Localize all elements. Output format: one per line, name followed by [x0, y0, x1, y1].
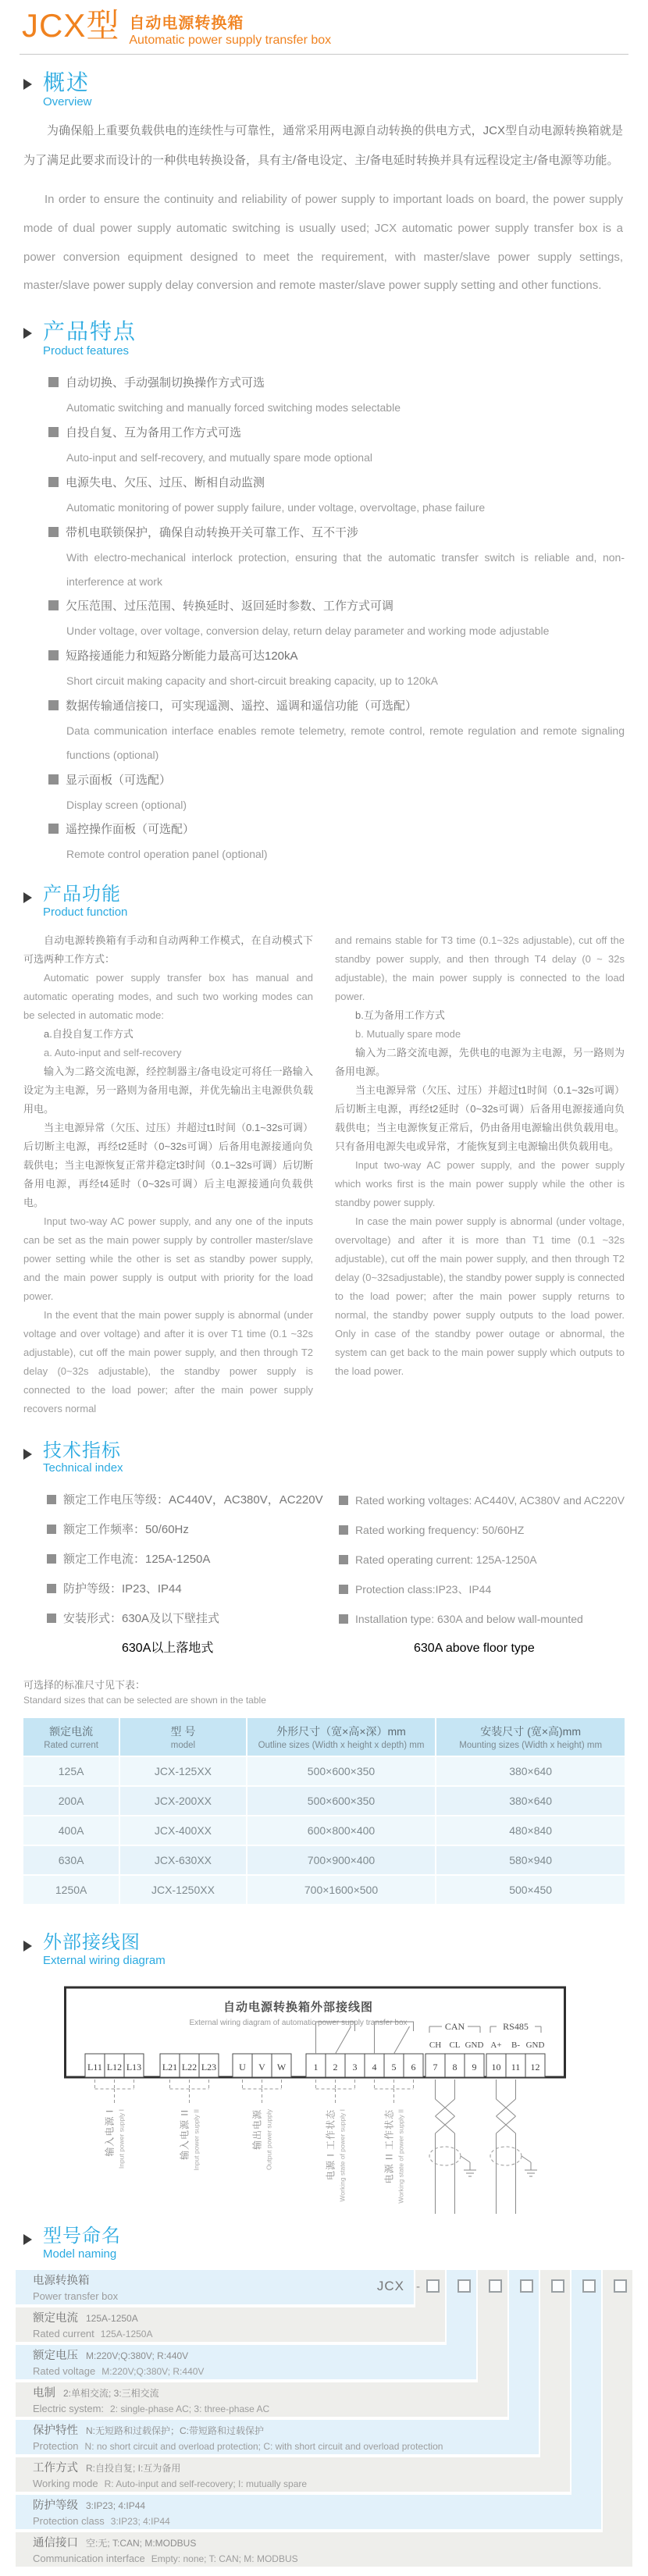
product-model-title: JCX型 — [22, 7, 120, 44]
section-title-cn: 产品功能 — [43, 884, 121, 906]
feature-item — [48, 767, 625, 817]
naming-label-cn: 电源转换箱 — [33, 2274, 90, 2287]
feature-text-cn — [48, 693, 625, 719]
table-cell: 480×840 — [436, 1816, 625, 1845]
naming-desc-en: 125A-1250A — [100, 2328, 153, 2339]
naming-label-cn: 工作方式 — [33, 2461, 78, 2475]
table-cell: 700×1600×500 — [247, 1876, 436, 1904]
spec-item — [339, 1515, 625, 1545]
terminal-label: L23 — [201, 2061, 217, 2073]
pin-label: B- — [511, 2040, 520, 2050]
function-paragraph: 当主电源异常（欠压、过压）并超过t1时间（0.1~32s可调）后切断主电源，再经t2延时（0~32s可调）后备用电源接通向负载供电；当主电源恢复正常并稳定t3时间（0.1~32s可调）后切断备用电源，再经t4延时（0~32s可调）后主电源接通向负载供电。 — [23, 1121, 313, 1208]
square-bullet-icon — [47, 1525, 56, 1534]
spec-item — [47, 1515, 339, 1545]
spec-text: Rated working frequency: 50/60HZ — [354, 1524, 525, 1537]
feature-text-cn — [48, 593, 625, 619]
code-box-icon — [614, 2279, 627, 2293]
column-header-cn: 外形尺寸（宽×高×深）mm — [276, 1725, 406, 1738]
section-title-en: Product function — [43, 905, 128, 919]
feature-text-en: Automatic monitoring of power supply failure, under voltage, overvoltage, phase failure — [66, 500, 486, 514]
technical-columns — [47, 1485, 625, 1663]
wire-label-en: Input power supply I — [117, 2108, 126, 2169]
shield-ellipse — [429, 2147, 461, 2165]
terminal-label: 8 — [452, 2061, 458, 2073]
feature-item — [48, 420, 625, 470]
table-row — [23, 1846, 625, 1874]
pin-label: CH — [429, 2040, 442, 2050]
feature-item — [48, 593, 625, 643]
table-cell: JCX-125XX — [120, 1757, 245, 1785]
section-title-cn: 产品特点 — [43, 319, 137, 344]
table-cell: 630A — [23, 1846, 119, 1874]
spec-text: Rated operating current: 125A-1250A — [354, 1553, 537, 1567]
terminal-label: L12 — [106, 2061, 123, 2073]
terminal-label: 12 — [530, 2061, 540, 2073]
sizes-intro — [23, 1678, 625, 1707]
function-paragraph: a.自投自复工作方式 — [44, 1027, 134, 1040]
section-title-en: Overview — [43, 95, 92, 109]
square-bullet-icon — [48, 600, 59, 610]
feature-item — [48, 693, 625, 767]
code-box-icon — [520, 2279, 533, 2293]
terminal-label: 2 — [333, 2061, 338, 2073]
code-box-icon — [551, 2279, 564, 2293]
square-bullet-icon — [48, 427, 59, 437]
naming-label-cn: 电制 — [33, 2386, 55, 2400]
naming-desc-en: 2: single-phase AC; 3: three-phase AC — [110, 2403, 270, 2414]
page-header — [0, 0, 648, 48]
naming-desc-en: Empty: none; T: CAN; M: MODBUS — [151, 2553, 298, 2564]
naming-row-cn — [33, 2498, 601, 2514]
section-arrow-icon — [23, 892, 32, 903]
section-title-en: Model naming — [43, 2247, 117, 2261]
terminal-label: W — [276, 2061, 287, 2073]
section-technical-heading — [23, 1440, 648, 1475]
square-bullet-icon — [47, 1614, 56, 1623]
naming-label-en: Power transfer box — [33, 2290, 119, 2302]
feature-cn-text: 自动切换、手动强制切换操作方式可选 — [66, 376, 265, 390]
feature-text-cn — [48, 370, 625, 396]
terminal-label: 11 — [511, 2061, 521, 2073]
naming-label-cn: 保护特性 — [33, 2424, 78, 2437]
table-cell: JCX-1250XX — [120, 1876, 245, 1904]
feature-text-cn — [48, 520, 625, 546]
sizes-table — [22, 1717, 626, 1905]
feature-text-cn — [48, 767, 625, 793]
column-header — [436, 1718, 625, 1756]
column-header-cn: 额定电流 — [49, 1725, 94, 1738]
table-row — [23, 1757, 625, 1785]
feature-item — [48, 370, 625, 420]
column-header-en: Outline sizes (Width x height x depth) mm — [258, 1741, 425, 1751]
function-paragraph: 当主电源异常（欠压、过压）并超过t1时间（0.1~32s可调）后切断主电源，再经t2延时（0~32s可调）后备用电源接通向负载供电；当主电源恢复正常后，仍由备用电源输出供负载用电。只有备用电源失电或异常，才能恢复到主电源输出供负载用电。 — [335, 1083, 625, 1152]
naming-row — [16, 2457, 570, 2492]
table-cell: 380×640 — [436, 1757, 625, 1785]
tech-col-left — [47, 1485, 339, 1663]
sizes-table-body — [23, 1757, 625, 1904]
spec-text: 额定工作频率：50/60Hz — [63, 1523, 189, 1537]
naming-ladder — [16, 2270, 632, 2570]
table-cell: 580×940 — [436, 1846, 625, 1874]
naming-row-en — [33, 2326, 445, 2342]
spec-item — [47, 1485, 339, 1515]
function-paragraph: In the event that the main power supply is abnormal (under voltage and over voltage) and after it is over T1 time (0.1 ~32s adjustable), cut off the main power supply, and then through T2 delay (0~32s adjustable), the standby power supply is connected to the load power; after the main power supply recovers normal — [23, 1308, 313, 1414]
product-title-en: Automatic power supply transfer box — [129, 34, 332, 47]
feature-text-cn — [48, 817, 625, 842]
table-cell: 700×900×400 — [247, 1846, 436, 1874]
square-bullet-icon — [48, 774, 59, 785]
table-cell: 500×600×350 — [247, 1787, 436, 1815]
naming-row-cn — [33, 2535, 632, 2551]
wiring-diagram — [64, 1986, 648, 2224]
feature-item — [48, 520, 625, 594]
code-box-icon — [489, 2279, 502, 2293]
column-header-cn: 型 号 — [170, 1725, 196, 1738]
pin-label: GND — [465, 2040, 484, 2050]
wire-bracket — [316, 2080, 355, 2103]
table-row — [23, 1816, 625, 1845]
wiring-svg — [64, 1986, 568, 2220]
column-header-en: Rated current — [44, 1741, 98, 1751]
naming-desc-cn: 125A-1250A — [86, 2312, 138, 2324]
feature-text-en: Automatic switching and manually forced switching modes selectable — [66, 401, 401, 415]
section-title-en: Product features — [43, 344, 130, 358]
header-divider — [20, 54, 628, 55]
feature-text-en: Auto-input and self-recovery, and mutually spare mode optional — [66, 451, 372, 464]
code-box-icon — [426, 2279, 440, 2293]
feature-item — [48, 643, 625, 693]
square-bullet-icon — [47, 1554, 56, 1564]
terminal-label: L22 — [181, 2061, 198, 2073]
terminal-label: 1 — [313, 2061, 319, 2073]
function-paragraph: Input two-way AC power supply, and any one of the inputs can be set as the main power supply by controller master/slave power setting while the other is set as standby power supply, and the main power supply is output with priority for the load power. — [23, 1215, 313, 1302]
diagram-title-cn: 自动电源转换箱外部接线图 — [223, 2001, 374, 2014]
pin-label: CL — [449, 2040, 461, 2050]
ground-icon — [461, 2156, 476, 2176]
naming-desc-cn: 空:无; T:CAN; M:MODBUS — [86, 2537, 197, 2549]
naming-desc-en: R: Auto-input and self-recovery; I: mutually spare — [104, 2478, 308, 2489]
terminal-label: 7 — [433, 2061, 438, 2073]
function-paragraph: 输入为二路交流电源，先供电的电源为主电源，另一路则为备用电源。 — [335, 1046, 625, 1077]
terminal-label: L11 — [87, 2061, 102, 2073]
naming-desc-en: M:220V;Q:380V; R:440V — [101, 2365, 205, 2377]
square-bullet-icon — [47, 1495, 56, 1504]
naming-row — [16, 2307, 445, 2342]
function-paragraph: 自动电源转换箱有手动和自动两种工作模式，在自动模式下可选两种工作方式： — [23, 934, 313, 965]
naming-desc-cn: 2:单相交流; 3:三相交流 — [63, 2387, 159, 2399]
naming-row — [16, 2345, 476, 2379]
spec-item — [47, 1545, 339, 1574]
terminal-label: L13 — [126, 2061, 142, 2073]
naming-desc-cn: 3:IP23; 4:IP44 — [86, 2500, 146, 2511]
naming-row-en — [33, 2514, 601, 2529]
table-cell: JCX-200XX — [120, 1787, 245, 1815]
naming-label-en: Communication interface — [33, 2552, 145, 2564]
naming-row-en — [33, 2551, 632, 2567]
wire-label-cn: 电源 II 工作状态 — [383, 2108, 395, 2184]
naming-label-cn: 通信接口 — [33, 2536, 78, 2549]
terminal-label: 9 — [472, 2061, 477, 2073]
terminal-label: V — [258, 2061, 265, 2073]
wire-bracket — [170, 2080, 209, 2103]
section-naming-heading — [23, 2226, 648, 2261]
shield-ellipse — [490, 2147, 522, 2165]
square-bullet-icon — [48, 377, 59, 387]
naming-desc-en: N: no short circuit and overload protection; C: with short circuit and overload protection — [84, 2440, 443, 2452]
naming-row-en — [33, 2289, 414, 2304]
wire-bracket — [243, 2080, 282, 2103]
pin-label: A+ — [490, 2040, 502, 2050]
naming-row — [16, 2270, 414, 2304]
feature-cn-text: 带机电联锁保护，确保自动转换开关可靠工作、互不干涉 — [66, 525, 359, 539]
feature-text-en: Display screen (optional) — [66, 798, 187, 811]
section-function-heading — [23, 884, 648, 919]
naming-code-column — [603, 2270, 632, 2567]
naming-label-cn: 额定电压 — [33, 2349, 78, 2362]
wire-label-en: Input power supply II — [192, 2108, 201, 2171]
feature-cn-text: 显示面板（可选配） — [66, 773, 172, 787]
pin-label: GND — [525, 2040, 545, 2050]
naming-desc-en: 3:IP23; 4:IP44 — [110, 2515, 170, 2527]
naming-row — [16, 2495, 601, 2529]
naming-row-cn — [33, 2423, 539, 2439]
naming-label-en: Rated voltage — [33, 2364, 96, 2377]
ground-icon — [522, 2156, 537, 2176]
column-header-en: Mounting sizes (Width x height) mm — [459, 1741, 603, 1751]
feature-text-cn — [48, 470, 625, 496]
spec-text: 安装形式：630A及以下壁挂式 — [63, 1612, 220, 1626]
function-paragraph: and remains stable for T3 time (0.1~32s adjustable), cut off the standby power supply, and then through T4 delay (0 ~ 32s adjustable), the main power supply is connected to the load power. — [335, 934, 625, 1002]
twisted-pair — [429, 2080, 476, 2214]
overview-body — [23, 116, 623, 301]
function-paragraph: b.互为备用工作方式 — [355, 1009, 445, 1021]
square-bullet-icon — [339, 1585, 348, 1594]
overview-paragraph-en: In order to ensure the continuity and reliability of power supply to important loads on board, the power supply mode of dual power supply automatic switching is usually used; JCX automatic power supply transfer box is a power conversion equipment designed to meet the requirement, with master/slave power supply settings, master/slave power supply delay conversion and remote master/slave power supply setting and other functions. — [23, 193, 623, 293]
feature-text-cn — [48, 420, 625, 446]
feature-item — [48, 817, 625, 866]
naming-label-cn: 额定电流 — [33, 2311, 78, 2325]
naming-label-en: Protection — [33, 2439, 79, 2452]
spec-text: 额定工作电压等级：AC440V，AC380V，AC220V — [63, 1493, 323, 1507]
spec-text: 防护等级：IP23、IP44 — [63, 1582, 182, 1596]
naming-label-en: Rated current — [33, 2327, 94, 2339]
naming-row-cn — [33, 2348, 476, 2364]
section-wiring-heading — [23, 1932, 648, 1967]
rs485-label: RS485 — [503, 2020, 529, 2032]
tech-col-right — [339, 1485, 625, 1663]
wire-label-en: Output power supply — [265, 2108, 273, 2170]
feature-cn-text: 欠压范围、过压范围、转换延时、返回延时参数、工作方式可调 — [66, 600, 394, 614]
naming-row-cn — [33, 2386, 507, 2401]
table-cell: 125A — [23, 1757, 119, 1785]
product-titles — [129, 8, 331, 48]
spec-item — [339, 1604, 625, 1634]
terminal-label: 6 — [411, 2061, 416, 2073]
section-arrow-icon — [23, 1941, 32, 1952]
square-bullet-icon — [339, 1614, 348, 1624]
spec-text: Rated working voltages: AC440V, AC380V and AC220V — [354, 1494, 625, 1507]
function-paragraph: Automatic power supply transfer box has manual and automatic operating modes, and such two working modes can be selected in automatic mode: — [23, 971, 313, 1021]
function-col-right — [335, 931, 625, 1418]
naming-label-en: Protection class — [33, 2514, 105, 2527]
terminal-label: U — [239, 2061, 246, 2073]
product-title-cn: 自动电源转换箱 — [129, 15, 244, 32]
table-cell: 380×640 — [436, 1787, 625, 1815]
section-arrow-icon — [23, 1449, 32, 1460]
spec-item — [339, 1574, 625, 1604]
wire-label-cn: 输出电源 — [251, 2108, 263, 2150]
wire-label-cn: 电源 I 工作状态 — [325, 2108, 336, 2180]
diagram-title-en: External wiring diagram of automatic power supply transfer box — [189, 2018, 408, 2027]
feature-cn-text: 数据传输通信接口，可实现遥测、遥控、遥调和遥信功能（可选配） — [66, 699, 418, 713]
feature-text-en: Under voltage, over voltage, conversion delay, return delay parameter and working mode adjustable — [66, 624, 550, 638]
code-box-icon — [582, 2279, 596, 2293]
square-bullet-icon — [339, 1496, 348, 1505]
section-title-cn: 型号命名 — [43, 2225, 121, 2247]
table-cell: JCX-400XX — [120, 1816, 245, 1845]
spec-text: Installation type: 630A and below wall-mounted — [354, 1613, 583, 1626]
naming-label-en: Working mode — [33, 2477, 98, 2489]
feature-cn-text: 遥控操作面板（可选配） — [66, 823, 195, 837]
function-columns — [23, 931, 625, 1418]
square-bullet-icon — [48, 824, 59, 834]
naming-row-en — [33, 2439, 539, 2454]
section-arrow-icon — [23, 328, 32, 339]
wire-bracket — [375, 2080, 414, 2103]
naming-desc-cn: M:220V;Q:380V; R:440V — [86, 2350, 189, 2361]
feature-text-cn — [48, 643, 625, 669]
feature-text-en: Data communication interface enables remote telemetry, remote control, remote regulation and remote signaling functions (optional) — [66, 724, 625, 761]
function-paragraph: In case the main power supply is abnormal (under voltage, overvoltage) and after it is more than T1 time (0.1 ~32s adjustable), cut off the main power supply, and then through T2 delay (0~32sadjustable), the standby power supply is connected to the load power; after the main power supply returns to normal, the standby power supply outputs to the load power. Only in case of the standby power outage or abnormal, the system can get back to the main power supply which outputs to the load power. — [335, 1215, 625, 1377]
naming-label-en: Electric system: — [33, 2402, 105, 2414]
wire-label-cn: 输入电源 II — [179, 2108, 190, 2160]
naming-row — [16, 2382, 507, 2417]
square-bullet-icon — [339, 1525, 348, 1535]
table-row — [23, 1876, 625, 1904]
naming-row-en — [33, 2476, 570, 2492]
function-paragraph: b. Mutually spare mode — [355, 1027, 461, 1040]
section-title-en: Technical index — [43, 1461, 123, 1475]
section-arrow-icon — [23, 2234, 32, 2245]
code-box-icon — [458, 2279, 471, 2293]
code-separator: - — [416, 2279, 420, 2293]
spec-item — [47, 1604, 339, 1634]
naming-label-cn: 防护等级 — [33, 2499, 78, 2512]
feature-cn-text: 自投自复、互为备用工作方式可选 — [66, 426, 242, 440]
spec-item-extra: 630A above floor type — [413, 1642, 535, 1656]
can-label: CAN — [444, 2020, 465, 2032]
naming-row-cn — [33, 2460, 570, 2476]
square-bullet-icon — [48, 477, 59, 487]
terminal-label: 4 — [372, 2061, 377, 2073]
spec-item — [339, 1545, 625, 1574]
section-title-cn: 外部接线图 — [43, 1932, 141, 1954]
table-cell: 200A — [23, 1787, 119, 1815]
feature-text-en: Short circuit making capacity and short-circuit breaking capacity, up to 120kA — [66, 674, 438, 688]
feature-text-en: Remote control operation panel (optional) — [66, 848, 268, 861]
terminal-label: 3 — [352, 2061, 358, 2073]
table-cell: 600×800×400 — [247, 1816, 436, 1845]
naming-row-en — [33, 2401, 507, 2417]
column-header-en: model — [170, 1741, 196, 1751]
terminal-label: 5 — [391, 2061, 397, 2073]
section-title-en: External wiring diagram — [43, 1953, 166, 1967]
sizes-intro-en: Standard sizes that can be selected are shown in the table — [23, 1695, 266, 1706]
table-cell: 1250A — [23, 1876, 119, 1904]
wire-label-en: Working state of power supply I — [338, 2108, 347, 2202]
spec-text: Protection class:IP23、IP44 — [354, 1583, 492, 1596]
feature-text-en: With electro-mechanical interlock protection, ensuring that the automatic transfer switch is reliable and, non-interference at work — [66, 550, 625, 588]
function-paragraph: Input two-way AC power supply, and the power supply which works first is the main power supply while the other is standby power supply. — [335, 1158, 625, 1208]
square-bullet-icon — [48, 527, 59, 537]
naming-row — [16, 2532, 632, 2567]
section-overview-heading — [23, 70, 648, 109]
table-cell: 500×600×350 — [247, 1757, 436, 1785]
feature-cn-text: 短路接通能力和短路分断能力最高可达120kA — [66, 649, 298, 664]
twisted-pair-lines — [497, 2080, 516, 2214]
twisted-pair-lines — [436, 2080, 455, 2214]
spec-text: 额定工作电流：125A-1250A — [63, 1553, 211, 1567]
function-paragraph: 输入为二路交流电源，经控制器主/备电设定可将任一路输入设定为主电源，另一路则为备用电源，并优先输出主电源供负载用电。 — [23, 1065, 313, 1115]
sizes-intro-cn: 可选择的标准尺寸见下表： — [23, 1679, 146, 1692]
spec-item — [339, 1485, 625, 1515]
function-paragraph: a. Auto-input and self-recovery — [44, 1046, 182, 1059]
naming-code-column — [571, 2270, 601, 2529]
column-header — [247, 1718, 436, 1756]
square-bullet-icon — [48, 650, 59, 660]
section-arrow-icon — [23, 79, 32, 90]
feature-item — [48, 470, 625, 520]
sizes-table-head-row — [23, 1718, 625, 1756]
twisted-pair — [490, 2080, 537, 2214]
feature-list — [48, 370, 625, 866]
naming-row-en — [33, 2364, 476, 2379]
square-bullet-icon — [48, 700, 59, 710]
column-header — [23, 1718, 119, 1756]
terminal-label: 10 — [491, 2061, 501, 2073]
naming-desc-cn: N:无短路和过载保护；C:带短路和过载保护 — [86, 2425, 265, 2436]
table-cell: 400A — [23, 1816, 119, 1845]
square-bullet-icon — [47, 1584, 56, 1593]
wire-label-cn: 输入电源 I — [104, 2108, 116, 2157]
square-bullet-icon — [339, 1555, 348, 1564]
table-cell: JCX-630XX — [120, 1846, 245, 1874]
naming-row — [16, 2420, 539, 2454]
naming-row-cn — [33, 2311, 445, 2326]
terminal-label: L21 — [162, 2061, 178, 2073]
naming-desc-cn: R:自投自复; I:互为备用 — [86, 2462, 181, 2474]
wire-label-en: Working state of power supply II — [397, 2108, 405, 2204]
column-header — [120, 1718, 245, 1756]
function-col-left — [23, 931, 313, 1418]
section-title-cn: 概述 — [43, 70, 91, 94]
table-row — [23, 1787, 625, 1815]
model-prefix: JCX — [376, 2278, 404, 2293]
spec-item-extra: 630A以上落地式 — [122, 1642, 214, 1656]
wire-bracket — [95, 2080, 134, 2103]
section-title-cn: 技术指标 — [43, 1439, 121, 1461]
naming-row-cn — [33, 2273, 414, 2289]
column-header-cn: 安装尺寸 (宽×高)mm — [480, 1725, 582, 1738]
spec-item — [47, 1574, 339, 1604]
overview-paragraph-cn: 为确保船上重要负载供电的连续性与可靠性，通常采用两电源自动转换的供电方式，JCX型自动电源转换箱就是为了满足此要求而设计的一种供电转换设备，具有主/备电设定、主/备电延时转换并具有远程设定主/备电源等功能。 — [23, 124, 623, 167]
table-cell: 500×450 — [436, 1876, 625, 1904]
section-features-heading — [23, 319, 648, 358]
feature-cn-text: 电源失电、欠压、过压、断相自动监测 — [66, 475, 265, 489]
